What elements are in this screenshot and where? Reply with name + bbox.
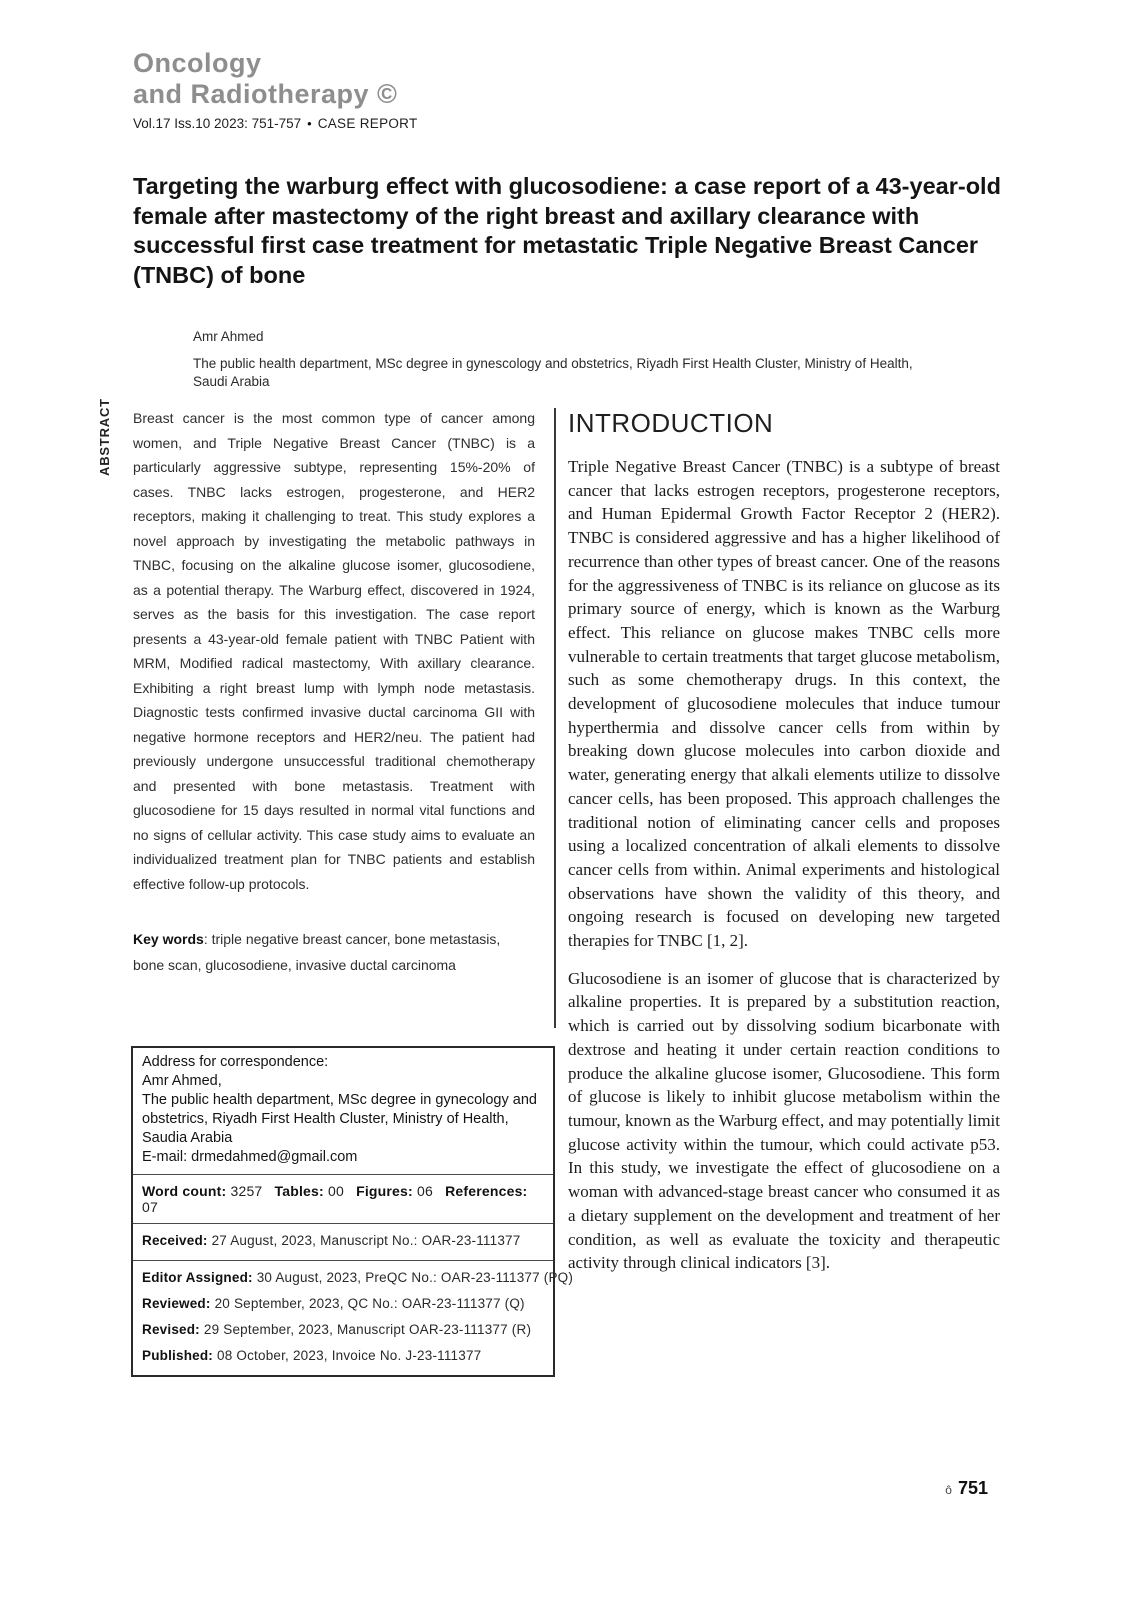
issue-info xyxy=(133,116,418,131)
history-row-published xyxy=(142,1343,544,1369)
article-type-label: CASE REPORT xyxy=(317,116,418,131)
editor-assigned-label: Editor Assigned: xyxy=(142,1270,253,1285)
correspondence-heading: Address for correspondence: xyxy=(142,1054,329,1070)
introduction-heading: INTRODUCTION xyxy=(568,408,774,438)
introduction-paragraph-1: Triple Negative Breast Cancer (TNBC) is a subtype of breast cancer that lacks estrogen receptors, progesterone receptors, and Human Epidermal Growth Factor Receptor 2 (HER2). TNBC is considered aggressive and has a higher likelihood of recurrence than other types of breast cancer. One of the reasons for the aggressiveness of TNBC is its reliance on glucose as its primary source of energy, which is known as the Warburg effect. This reliance on glucose makes TNBC cells more vulnerable to certain treatments that target glucose metabolism, such as some chemotherapy drugs. In this context, the development of glucosodiene molecules that induce tumour hyperthermia and dissolve cancer cells from within by breaking down glucose molecules into carbon dioxide and water, generating energy that alkali elements utilize to dissolve cancer cells, has been proposed. This approach challenges the traditional notion of eliminating cancer cells and proposes using a localized concentration of alkali elements to dissolve cancer cells from within. Animal experiments and histological observations have shown the validity of this theory, and ongoing research is focused on developing new targeted therapies for TNBC [1, 2]. xyxy=(568,457,1000,951)
history-received-section xyxy=(133,1224,553,1260)
revised-value: 29 September, 2023, Manuscript OAR-23-111377 (R) xyxy=(203,1322,532,1337)
published-value: 08 October, 2023, Invoice No. J-23-111377 xyxy=(217,1348,482,1363)
word-count-value: 3257 xyxy=(230,1183,263,1199)
correspondence-email: E-mail: drmedahmed@gmail.com xyxy=(142,1149,358,1165)
journal-header xyxy=(133,48,418,131)
introduction-paragraph-2: Glucosodiene is an isomer of glucose that is characterized by alkaline properties. It is prepared by a substitution reaction, which is carried out by dissolving sodium bicarbonate with dextrose and heating it under certain reaction conditions to produce the alkaline glucose isomer, Glucosodiene. This form of glucose is likely to inhibit glucose metabolism within the tumour, known as the Warburg effect, and may potentially limit glucose activity within the tumour, which could activate p53. In this study, we investigate the effect of glucosodiene on a woman with advanced-stage breast cancer who consumed it as a dietary supplement on the development and treatment of her condition, as well as evaluate the toxicity and therapeutic activity through clinical indicators [3]. xyxy=(568,968,1000,1273)
published-label: Published: xyxy=(142,1348,214,1363)
abstract-body: Breast cancer is the most common type of cancer among women, and Triple Negative Breast Cancer (TNBC) is a particularly aggressive subtype, representing 15%-20% of cases. TNBC lacks estrogen, progesterone, and HER2 receptors, making it challenging to treat. This study explores a novel approach by investigating the metabolic pathways in TNBC, focusing on the alkaline glucose isomer, glucosodiene, as a potential therapy. The Warburg effect, discovered in 1924, serves as the basis for this investigation. The case report presents a 43-year-old female patient with TNBC Patient with MRM, Modified radical mastectomy, With axillary clearance. Exhibiting a right breast lump with lymph node metastasis. Diagnostic tests confirmed invasive ductal carcinoma GII with negative hormone receptors and HER2/neu. The patient had previously undergone unsuccessful traditional chemotherapy and presented with bone metastasis. Treatment with glucosodiene for 15 days resulted in normal vital functions and no signs of cellular activity. This case study aims to evaluate an individualized treatment plan for TNBC patients and establish effective follow-up protocols. xyxy=(133,410,535,892)
author-name: Amr Ahmed xyxy=(193,329,264,344)
history-row-received xyxy=(142,1228,544,1254)
author-affiliation: The public health department, MSc degree in gynescology and obstetrics, Riyadh First Health Cluster, Ministry of Health, Saudi Arabia xyxy=(193,356,913,389)
history-rows-section xyxy=(133,1261,574,1375)
issue-line: Vol.17 Iss.10 2023: 751-757 xyxy=(133,116,302,131)
keywords-text: : triple negative breast cancer, bone metastasis, bone scan, glucosodiene, invasive ductal carcinoma xyxy=(133,931,501,973)
metrics-row xyxy=(133,1175,553,1223)
journal-name-line2: and Radiotherapy © xyxy=(133,79,398,109)
author-block xyxy=(193,329,953,390)
journal-name-line1: Oncology xyxy=(133,48,262,78)
introduction-section xyxy=(568,408,1000,1275)
abstract-label: ABSTRACT xyxy=(97,398,112,476)
received-value: 27 August, 2023, Manuscript No.: OAR-23-111377 xyxy=(211,1233,521,1248)
word-count-label: Word count: xyxy=(142,1183,227,1199)
article-title: Targeting the warburg effect with glucosodiene: a case report of a 43-year-old female after mastectomy of the right breast and axillary clearance with successful first case treatment for metastatic Triple Negative Breast Cancer (TNBC) of bone xyxy=(133,173,1001,288)
reviewed-value: 20 September, 2023, QC No.: OAR-23-111377 (Q) xyxy=(214,1296,525,1311)
page-footer xyxy=(945,1478,988,1499)
reviewed-label: Reviewed: xyxy=(142,1296,211,1311)
correspondence-name: Amr Ahmed, xyxy=(142,1073,222,1089)
received-label: Received: xyxy=(142,1233,208,1248)
revised-label: Revised: xyxy=(142,1322,200,1337)
editor-assigned-value: 30 August, 2023, PreQC No.: OAR-23-111377 (PQ) xyxy=(256,1270,574,1285)
tables-label: Tables: xyxy=(274,1183,324,1199)
history-row-reviewed xyxy=(142,1291,544,1317)
correspondence-box xyxy=(131,1046,574,1377)
history-row-editor-assigned xyxy=(142,1265,574,1291)
keywords xyxy=(133,926,535,978)
column-divider xyxy=(554,408,556,1028)
history-row-revised xyxy=(142,1317,544,1343)
figures-label: Figures: xyxy=(356,1183,413,1199)
correspondence-address: The public health department, MSc degree in gynecology and obstetrics, Riyadh First Health Cluster, Ministry of Health, Saudia Arabia xyxy=(142,1092,537,1146)
references-value: 07 xyxy=(142,1199,158,1215)
journal-name xyxy=(133,48,418,110)
figures-value: 06 xyxy=(416,1183,433,1199)
keywords-label: Key words xyxy=(133,931,204,947)
tables-value: 00 xyxy=(327,1183,344,1199)
bullet-icon: • xyxy=(307,116,312,131)
correspondence-section xyxy=(133,1048,553,1174)
references-label: References: xyxy=(445,1183,528,1199)
page-number: 751 xyxy=(957,1478,988,1498)
page-footer-icon: ô xyxy=(945,1483,952,1497)
abstract-section xyxy=(133,406,535,978)
